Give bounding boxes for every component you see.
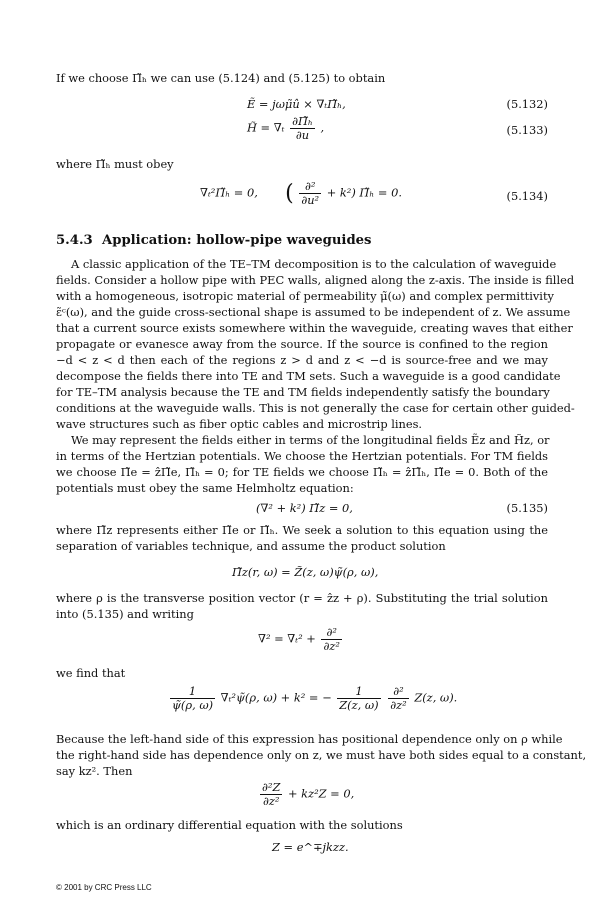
paragraph-line: into (5.135) and writing <box>56 607 194 621</box>
paragraph-line: conditions at the waveguide walls. This is not generally the case for certain other guided- <box>56 401 575 415</box>
paragraph-line: where ρ is the transverse position vector (r = ẑz + ρ). Substituting the trial solution <box>56 591 548 605</box>
equation-lhs: H̃ = ∇ₜ <box>247 120 285 135</box>
paragraph-line: separation of variables technique, and assume the product solution <box>56 539 446 553</box>
fraction <box>388 685 408 712</box>
equation-number: (5.132) <box>506 97 548 111</box>
intro-text: If we choose Π̃ₕ we can use (5.124) and (5.125) to obtain <box>56 71 386 85</box>
paragraph-line: fields. Consider a hollow pipe with PEC walls, aligned along the z-axis. The inside is filled <box>56 273 575 287</box>
open-paren: ( <box>285 181 294 206</box>
where-text: where Π̃ₕ must obey <box>56 157 174 171</box>
copyright-footer: © 2001 by CRC Press LLC <box>56 883 152 892</box>
equation-tail: Z(z, ω). <box>414 690 458 705</box>
numerator: 1 <box>337 685 380 699</box>
equation-product-solution: Π̃z(r, ω) = Z̃(z, ω)ψ̃(ρ, ω), <box>232 565 379 579</box>
fraction <box>170 685 215 712</box>
equation-tail: , <box>320 120 325 135</box>
fraction <box>321 626 341 653</box>
paragraph-line: Because the left-hand side of this expression has positional dependence only on ρ while <box>56 732 563 746</box>
paragraph-line: wave structures such as fiber optic cables and microstrip lines. <box>56 417 423 431</box>
fraction <box>260 781 282 808</box>
denominator: ∂z² <box>262 794 280 808</box>
denominator: ∂z² <box>390 698 407 712</box>
equation-number: (5.135) <box>506 501 548 515</box>
denominator: Z(z, ω) <box>339 698 379 712</box>
paragraph-line: potentials must obey the same Helmholtz equation: <box>56 481 354 495</box>
fraction <box>337 685 380 712</box>
paragraph-line: in terms of the Hertzian potentials. We choose the Hertzian potentials. For TM fields <box>56 449 548 463</box>
equation-number: (5.134) <box>506 189 548 203</box>
paragraph-line: −d < z < d then each of the regions z > d and z < −d is source-free and we may <box>56 353 548 367</box>
equation-part: + k²) Π̃ₕ = 0. <box>326 185 402 200</box>
denominator: ψ̃(ρ, ω) <box>172 698 214 712</box>
paragraph-line: We may represent the fields either in terms of the longitudinal fields Ẽz and H̃z, or <box>71 433 550 447</box>
paragraph-line: with a homogeneous, isotropic material of permeability μ̃(ω) and complex permittivity <box>56 289 554 303</box>
numerator: ∂²Z <box>262 780 281 794</box>
paragraph-line: we choose Π̃e = ẑΠ̃e, Π̃ₕ = 0; for TE fields we choose Π̃ₕ = ẑΠ̃ₕ, Π̃e = 0. Both of the <box>56 465 548 479</box>
equation-middle: ∇ₜ²ψ̃(ρ, ω) + k² = − <box>220 690 332 705</box>
paragraph-line: that a current source exists somewhere within the waveguide, creating waves that either <box>56 321 573 335</box>
numerator: 1 <box>170 685 215 699</box>
denominator: ∂u <box>295 128 310 142</box>
paragraph-line: which is an ordinary differential equation with the solutions <box>56 818 403 832</box>
equation-5-134 <box>200 180 402 207</box>
denominator: ∂z² <box>323 639 340 653</box>
equation-laplacian <box>258 626 344 653</box>
numerator: ∂² <box>299 180 321 194</box>
equation-part: ∇ₜ²Π̃ₕ = 0, <box>200 185 258 200</box>
equation-5-135: (∇² + k²) Π̃z = 0, <box>256 501 353 515</box>
paragraph-line: ε̃ᶜ(ω), and the guide cross-sectional shape is assumed to be independent of z. We assume <box>56 305 571 319</box>
paragraph-line: for TE–TM analysis because the TE and TM fields independently satisfy the boundary <box>56 385 550 399</box>
numerator: ∂Π̃ₕ <box>292 114 313 128</box>
paragraph-line: A classic application of the TE–TM decomposition is to the calculation of waveguide <box>71 257 557 271</box>
equation-number: (5.133) <box>506 123 548 137</box>
equation-5-132: Ẽ = jωμ̃û × ∇ₜΠ̃ₕ, <box>247 97 346 111</box>
section-number: 5.4.3 <box>56 233 93 248</box>
equation-5-133 <box>247 115 324 142</box>
equation-lhs: ∇² = ∇ₜ² + <box>258 631 316 646</box>
paragraph-line: decompose the fields there into TE and TM sets. Such a waveguide is a good candidate <box>56 369 561 383</box>
paragraph-line: the right-hand side has dependence only on z, we must have both sides equal to a constant, <box>56 748 587 762</box>
equation-separated <box>168 685 457 712</box>
section-title: Application: hollow-pipe waveguides <box>102 233 372 248</box>
paragraph-line: say kz². Then <box>56 764 133 778</box>
section-heading <box>56 233 371 248</box>
fraction <box>299 180 321 207</box>
paragraph-line: propagate or evanesce away from the source. If the source is confined to the region <box>56 337 548 351</box>
equation-tail: + kz²Z = 0, <box>288 786 355 801</box>
equation-ode <box>258 781 354 808</box>
numerator: ∂² <box>321 626 341 640</box>
numerator: ∂² <box>388 685 408 699</box>
denominator: ∂u² <box>301 193 320 207</box>
paragraph-line: where Π̃z represents either Π̃e or Π̃ₕ. We seek a solution to this equation using the <box>56 523 548 537</box>
we-find-text: we find that <box>56 666 126 680</box>
fraction <box>290 115 315 142</box>
equation-solution: Z = e^∓jkzz. <box>272 840 349 854</box>
